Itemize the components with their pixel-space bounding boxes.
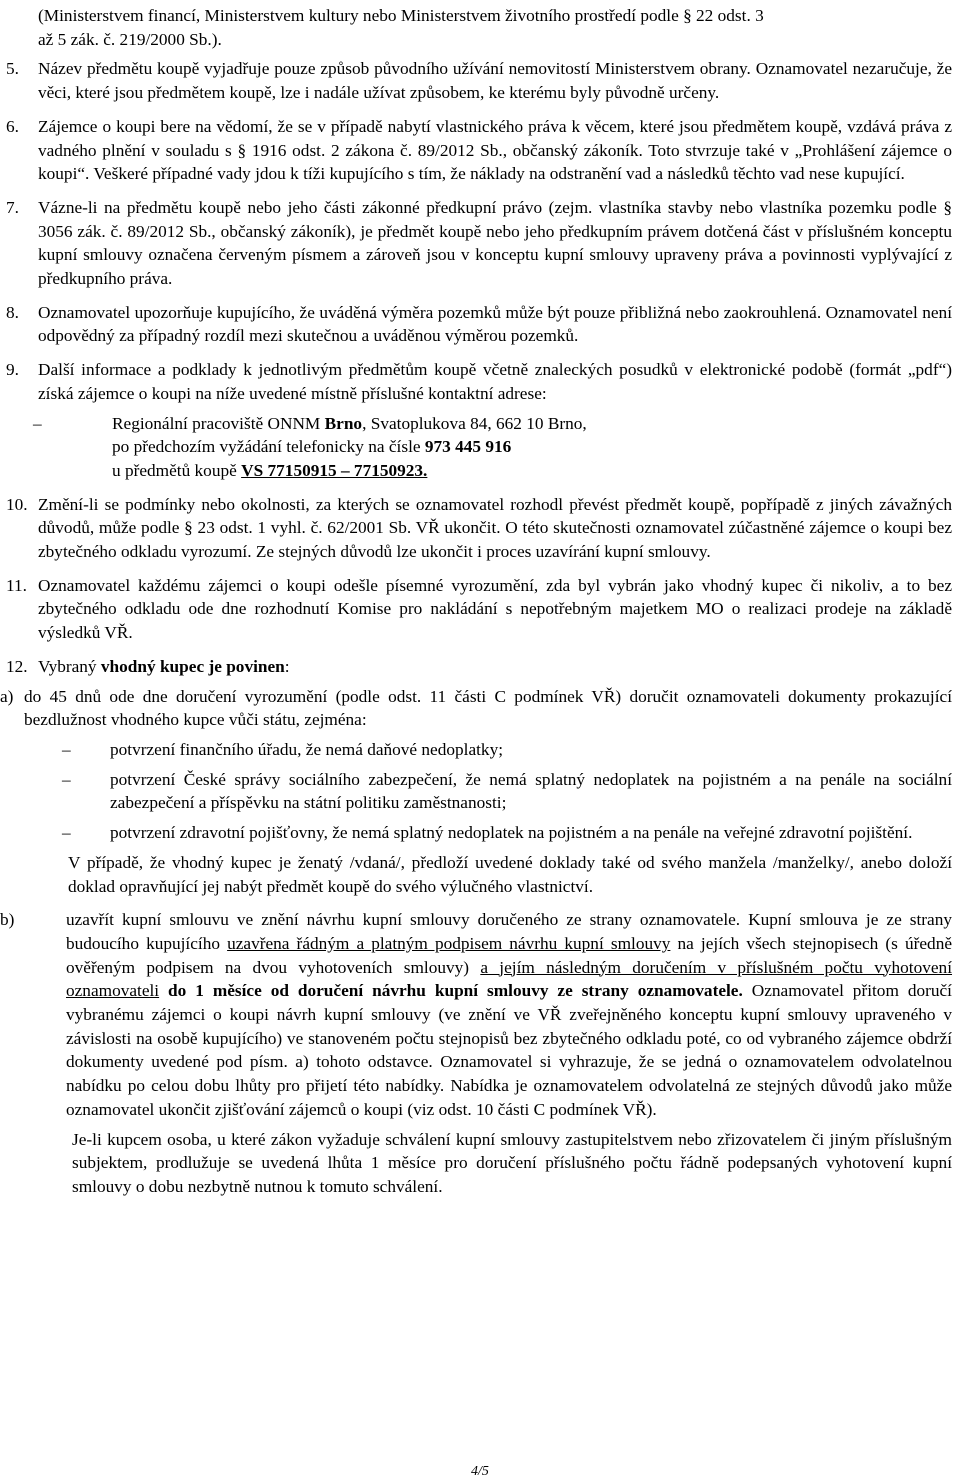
intro-line-1: (Ministerstvem financí, Ministerstvem kultury nebo Ministerstvem životního prostředí podle § 22 odst. 3	[38, 6, 764, 25]
phone-line: po předchozím vyžádání telefonicky na čísle 973 445 916	[112, 437, 512, 457]
sub-label: a)	[0, 686, 14, 706]
vs-line: u předmětů koupě VS 77150915 – 77150923.	[112, 460, 428, 480]
sub-label: b)	[0, 910, 15, 930]
list-item-text: potvrzení finančního úřadu, že nemá daňové nedoplatky;	[110, 739, 504, 759]
dash-bullet: –	[33, 413, 42, 433]
item-12-a-note: V případě, že vhodný kupec je ženatý /vdaná/, předloží uvedené doklady také od svého manžela /manželky/, anebo doloží doklad opravňující jej nabýt předmět koupě do svého výlučného vlastnictví.	[68, 852, 952, 896]
phone-number: 973 445 916	[424, 437, 512, 457]
item-text: Vázne-li na předmětu koupě nebo jeho části zákonné předkupní právo (zejm. vlastníka stavby nebo vlastníka pozemku podle § 3056 zák. č. 89/2012 Sb., občanský zákoník), je předmět koupě nebo jeho předkupním právem dotčená část v příslušném konceptu kupní smlouvy označena červeným písmem a zároveň jsou v konceptu kupní smlouvy upraveny práva a povinnosti vyplývající z předkupního práva.	[38, 197, 952, 289]
item-9	[6, 358, 952, 405]
item-number: 7.	[6, 197, 19, 217]
underlined-text: a jejím následným doručením v příslušném počtu vyhotovení oznamovateli	[66, 957, 953, 1001]
contact-line: Regionální pracoviště ONNM Brno, Svatoplukova 84, 662 10 Brno,	[112, 413, 587, 433]
bold-deadline: do 1 měsíce od doručení návrhu kupní smlouvy ze strany oznamovatele.	[159, 981, 743, 1001]
list-item	[38, 738, 952, 762]
vs-range: VS 77150915 – 77150923.	[241, 460, 428, 480]
list-item	[38, 768, 952, 815]
item-number: 5.	[6, 59, 19, 79]
contact-city: Brno	[324, 413, 363, 433]
item-5	[6, 57, 952, 104]
dash-bullet: –	[62, 823, 71, 843]
item-12: 12. Vybraný vhodný kupec je povinen:	[38, 655, 952, 679]
item-12-bold: vhodný kupec je povinen	[100, 656, 285, 676]
list-item-text: potvrzení zdravotní pojišťovny, že nemá splatný nedoplatek na pojistném a na penále na veřejné zdravotní pojištění.	[110, 823, 913, 843]
item-12-a	[0, 685, 952, 732]
item-text: Název předmětu koupě vyjadřuje pouze způsob původního užívání nemovitostí Ministerstvem obrany. Oznamovatel nezaručuje, že věci, které jsou předmětem koupě, lze i nadále užívat způsobem, ke kterému byly původně určeny.	[38, 59, 952, 103]
list-item-text: potvrzení České správy sociálního zabezpečení, že nemá splatný nedoplatek na pojistném a na penále na sociální zabezpečení a příspěvku na státní politiku zaměstnanosti;	[110, 769, 952, 813]
item-number: 9.	[6, 360, 19, 380]
item-10	[6, 493, 952, 564]
item-12-b-note: Je-li kupcem osoba, u které zákon vyžaduje schválení kupní smlouvy zastupitelstvem nebo zřizovatelem či jiným příslušným subjektem, prodlužuje se uvedená lhůta 1 měsíce pro doručení příslušného počtu řádně podepsaných vyhotovení kupní smlouvy o dobu nezbytně nutnou k tomuto schválení.	[72, 1129, 952, 1196]
item-text: Oznamovatel každému zájemci o koupi odešle písemné vyrozumění, zda byl vybrán jako vhodný kupec či nikoliv, a to bez zbytečného odkladu ode dne rozhodnutí Komise pro nakládání s nepotřebným majetkem MO o realizaci prodeje na základě výsledků VŘ.	[38, 575, 952, 643]
item-number: 8.	[6, 302, 19, 322]
page-number: 4/5	[471, 1464, 489, 1479]
item-11	[6, 574, 952, 645]
dash-bullet: –	[62, 769, 71, 789]
contact-address	[33, 412, 952, 483]
item-7	[6, 196, 952, 291]
item-text: Další informace a podklady k jednotlivým předmětům koupě včetně znaleckých posudků v elektronické podobě (formát „pdf“) získá zájemce o koupi na níže uvedené místně příslušné kontaktní adrese:	[38, 360, 952, 403]
item-number: 11.	[6, 575, 27, 595]
dash-bullet: –	[62, 739, 71, 759]
item-number: 6.	[6, 116, 19, 136]
item-text: Zájemce o koupi bere na vědomí, že se v případě nabytí vlastnického práva k věcem, které jsou předmětem koupě, vzdává práva z vadného plnění v souladu s § 1916 odst. 2 zákona č. 89/2012 Sb., občanský zákoník. Toto stvrzuje také v „Prohlášení zájemce o koupi“. Veškeré případné vady jdou k tíži kupujícího s tím, že náklady na odstranění vad a následků těchto vad nese kupující.	[38, 116, 952, 184]
item-text: Oznamovatel upozorňuje kupujícího, že uváděná výměra pozemků může být pouze přibližná nebo zaokrouhlená. Oznamovatel není odpovědný za případný rozdíl mezi skutečnou a uváděnou výměrou pozemků.	[38, 302, 952, 346]
item-text: Změní-li se podmínky nebo okolnosti, za kterých se oznamovatel rozhodl převést předmět koupě, popřípadě z jiných závažných důvodů, může podle § 23 odst. 1 vyhl. č. 62/2001 Sb. VŘ ukončit. O této skutečnosti oznamovatel zúčastněné zájemce o koupi bez zbytečného odkladu vyrozumí. Ze stejných důvodů lze ukončit i proces uzavírání kupní smlouvy.	[38, 494, 952, 562]
sub-text: do 45 dnů ode dne doručení vyrozumění (podle odst. 11 části C podmínek VŘ) doručit oznamovateli dokumenty prokazující bezdlužnost vhodného kupce vůči státu, zejména:	[24, 686, 952, 730]
list-item	[38, 821, 952, 845]
item-12-b: b) uzavřít kupní smlouvu ve znění návrhu kupní smlouvy doručeného ze strany oznamovatele. Kupní smlouva je ze strany budoucího kupujícího uzavřena řádným a platným podpisem návrhu kupní smlouvy na jejích všech stejnopisech (s úředně ověřeným podpisem na dvou vyhotoveních smlouvy) a jejím následným doručením v příslušném počtu vyhotovení oznamovateli do 1 měsíce od doručení návrhu kupní smlouvy ze strany oznamovatele. Oznamovatel přitom doručí vybranému zájemci o koupi návrh kupní smlouvy (ve znění ve VŘ zveřejněného konceptu kupní smlouvy upraveného v závislosti na osobě kupujícího) ve stanoveném počtu stejnopisů bez zbytečného odkladu poté, co od vybraného zájemce obdrží dokumenty uvedené pod písm. a) tohoto odstavce. Oznamovatel si vyhrazuje, že se jedná o oznamovatelem odvolatelnou nabídku po celou dobu lhůty pro přijetí této nabídky. Nabídka je oznamovatelem odvolatelná ze stejných důvodů jako může oznamovatel ukončit zjišťování zájemců o koupi (viz odst. 10 části C podmínek VŘ).	[0, 910, 953, 1119]
intro-line-2: až 5 zák. č. 219/2000 Sb.).	[38, 29, 222, 49]
item-8	[6, 301, 952, 348]
underlined-text: uzavřena řádným a platným podpisem návrhu kupní smlouvy	[227, 933, 671, 953]
intro-paragraph	[38, 4, 952, 51]
item-number: 12.	[6, 656, 28, 676]
item-6	[6, 115, 952, 186]
item-number: 10.	[6, 494, 28, 514]
